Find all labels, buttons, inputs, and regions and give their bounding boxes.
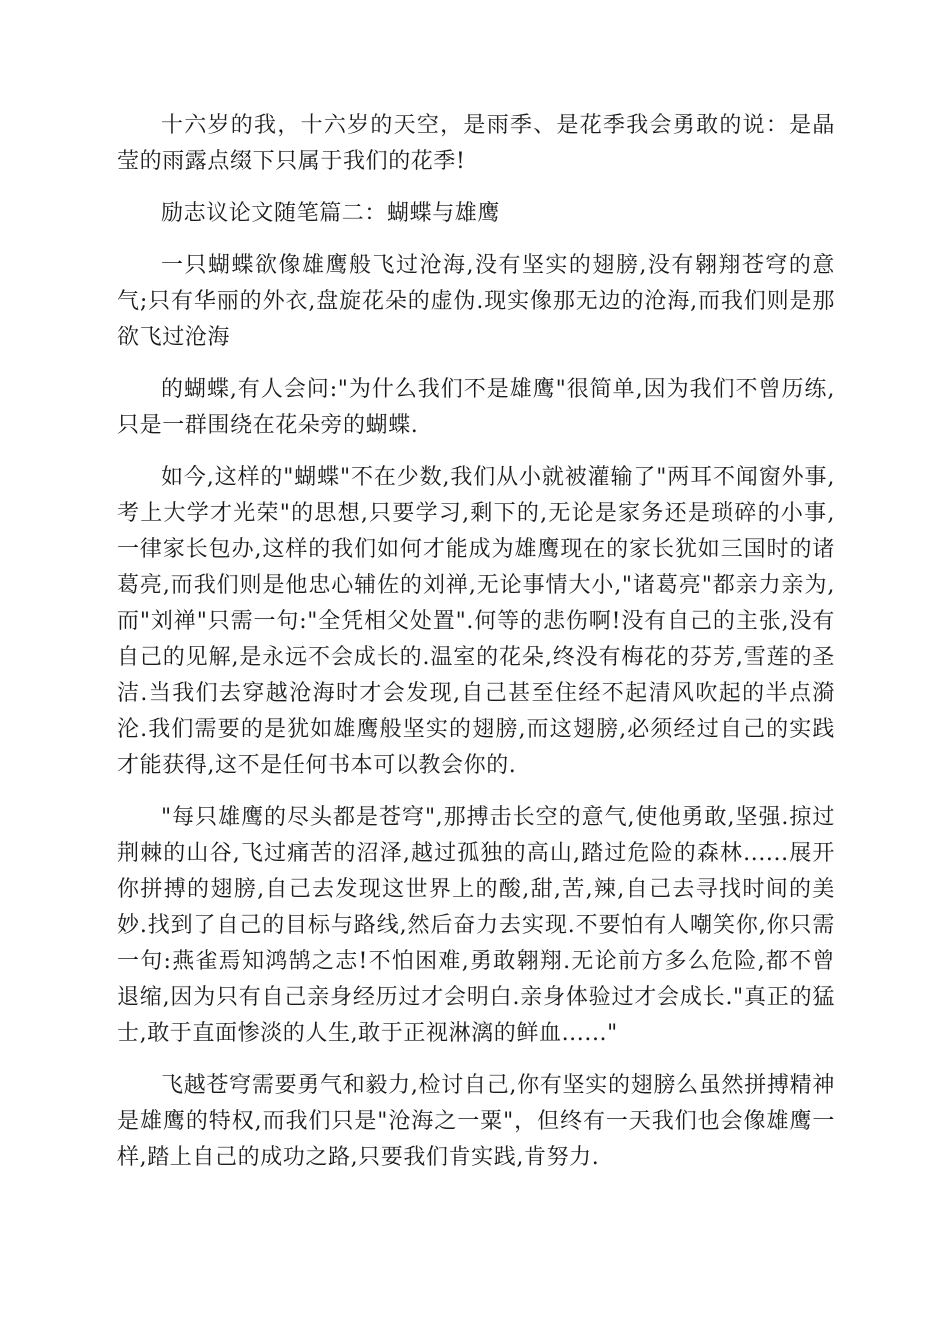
document-body xyxy=(117,108,835,1192)
paragraph-eagle: "每只雄鹰的尽头都是苍穹",那搏击长空的意气,使他勇敢,坚强.掠过荆棘的山谷,飞过痛苦的沼泽,越过孤独的高山,踏过危险的森林......展开你拼搏的翅膀,自己去发现这世界上的酸,甜,苦,辣,自己去寻找时间的美妙.找到了自己的目标与路线,然后奋力去实现.不要怕有人嘲笑你,你只需一句:燕雀焉知鸿鹄之志!不怕困难,勇敢翱翔.无论前方多么危险,都不曾退缩,因为只有自己亲身经历过才会明白.亲身体验过才会成长."真正的猛士,敢于直面惨淡的人生,敢于正视淋漓的鲜血......" xyxy=(117,805,835,1046)
paragraph-nowadays: 如今,这样的"蝴蝶"不在少数,我们从小就被灌输了"两耳不闻窗外事,考上大学才光荣"的思想,只要学习,剩下的,无论是家务还是琐碎的小事,一律家长包办,这样的我们如何才能成为雄鹰现在的家长犹如三国时的诸葛亮,而我们则是他忠心辅佐的刘禅,无论事情大小,"诸葛亮"都亲力亲为,而"刘禅"只需一句:"全凭相父处置".何等的悲伤啊!没有自己的主张,没有自己的见解,是永远不会成长的.温室的花朵,终没有梅花的芬芳,雪莲的圣洁.当我们去穿越沧海时才会发现,自己甚至住经不起清风吹起的半点漪沦.我们需要的是犹如雄鹰般坚实的翅膀,而这翅膀,必须经过自己的实践才能获得,这不是任何书本可以教会你的. xyxy=(117,465,835,778)
paragraph-butterfly-continued: 的蝴蝶,有人会问:"为什么我们不是雄鹰"很简单,因为我们不曾历练,只是一群围绕在花朵旁的蝴蝶. xyxy=(117,377,835,438)
paragraph-butterfly: 一只蝴蝶欲像雄鹰般飞过沧海,没有坚实的翅膀,没有翱翔苍穹的意气;只有华丽的外衣,盘旋花朵的虚伪.现实像那无边的沧海,而我们则是那欲飞过沧海 xyxy=(117,253,835,350)
section-heading: 励志议论文随笔篇二：蝴蝶与雄鹰 xyxy=(161,201,501,226)
paragraph-intro: 十六岁的我，十六岁的天空，是雨季、是花季我会勇敢的说：是晶莹的雨露点缀下只属于我们的花季! xyxy=(117,113,835,174)
paragraph-conclusion: 飞越苍穹需要勇气和毅力,检讨自己,你有坚实的翅膀么虽然拼搏精神是雄鹰的特权,而我们只是"沧海之一粟"，但终有一天我们也会像雄鹰一样,踏上自己的成功之路,只要我们肯实践,肯努力. xyxy=(117,1073,835,1170)
